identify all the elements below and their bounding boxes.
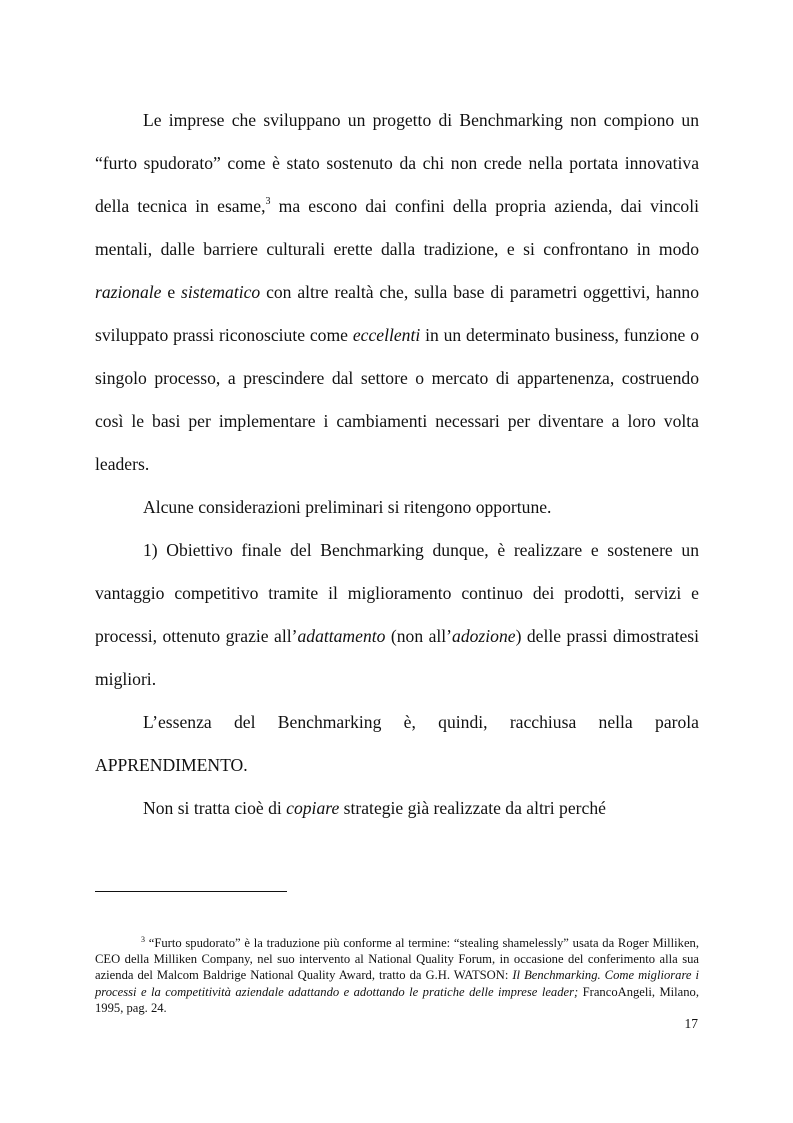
italic-term: adattamento: [297, 626, 386, 646]
text-run: in un determinato business, funzione o singolo processo, a prescindere dal settore o mercato di appartenenza, costruendo così le basi per implementare i cambiamenti necessari per diventare a loro volta leaders.: [95, 325, 699, 474]
page-number: 17: [684, 1016, 698, 1031]
footnote-marker: 3: [141, 935, 145, 944]
text-run: Le imprese che sviluppano un progetto di Benchmarking non compiono un “furto spudorato” come è stato sostenuto da chi non crede nella portata innovativa della tecnica in esame,: [95, 110, 699, 216]
italic-term: adozione: [452, 626, 516, 646]
paragraph-3: [95, 529, 699, 701]
footnote-reference[interactable]: 3: [265, 196, 271, 207]
paragraph-1: [95, 99, 699, 486]
paragraph-4: L’essenza del Benchmarking è, quindi, racchiusa nella parola APPRENDIMENTO.: [95, 712, 699, 775]
text-run: (non all’: [385, 626, 453, 646]
text-run: con altre realtà che, sulla base di parametri oggettivi, hanno sviluppato prassi riconosciute come: [95, 282, 699, 345]
body-text: [95, 99, 699, 830]
text-run: FrancoAngeli, Milano, 1995, pag. 24.: [95, 984, 699, 1015]
italic-term: sistematico: [181, 282, 261, 302]
italic-term: razionale: [95, 282, 162, 302]
text-run: Non si tratta cioè di: [143, 798, 287, 818]
text-run: “Furto spudorato” è la traduzione più conforme al termine: “stealing shamelessly” usata da Roger Milliken, CEO della Milliken Company, nel suo intervento al National Quality Forum, in occasione del conferimento alla sua azienda del Malcom Baldrige National Quality Award, tratto da G.H. WATSON:: [95, 936, 699, 983]
footnote-separator: [95, 891, 287, 892]
paragraph-2: Alcune considerazioni preliminari si ritengono opportune.: [143, 497, 552, 517]
footnote: [95, 935, 699, 1016]
text-run: strategie già realizzate da altri perché: [339, 798, 606, 818]
text-run: ) delle prassi dimostratesi migliori.: [95, 626, 699, 689]
italic-title: Il Benchmarking. Come migliorare i processi e la competitività aziendale adattando e adottando le pratiche delle imprese leader;: [95, 968, 699, 999]
text-run: e: [161, 282, 182, 302]
text-run: ma escono dai confini della propria azienda, dai vincoli mentali, dalle barriere culturali erette dalla tradizione, e si confrontano in modo: [95, 196, 699, 259]
paragraph-5: [95, 787, 699, 830]
italic-term: eccellenti: [352, 325, 421, 345]
italic-term: copiare: [286, 798, 340, 818]
text-run: 1) Obiettivo finale del Benchmarking dunque, è realizzare e sostenere un vantaggio competitivo tramite il miglioramento continuo dei prodotti, servizi e processi, ottenuto grazie all’: [95, 540, 699, 646]
footnote-text: [95, 935, 699, 1016]
